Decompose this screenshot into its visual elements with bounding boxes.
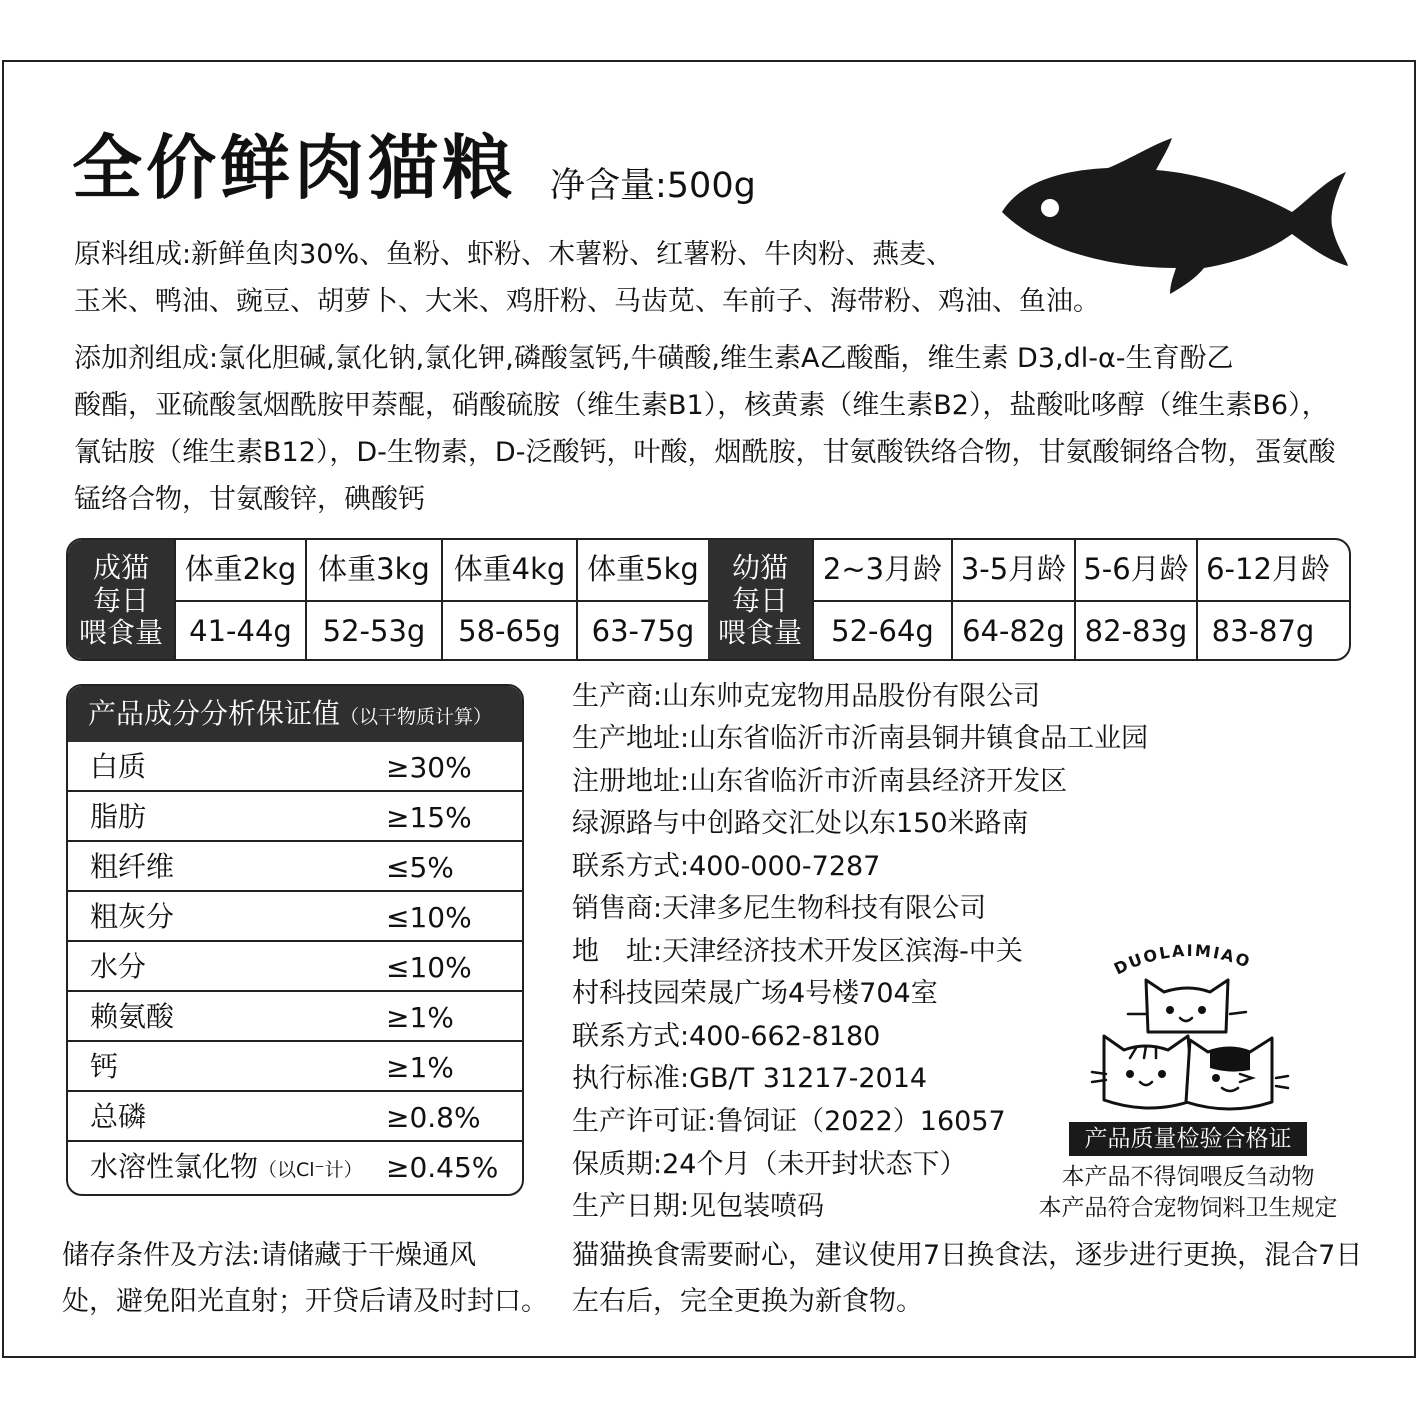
adult-header: 体重4kg (453, 552, 566, 586)
adult-header: 体重2kg (184, 552, 297, 586)
info-line: 生产日期:见包装喷码 (572, 1191, 825, 1222)
info-line: 生产许可证:鲁饲证（2022）16057 (572, 1106, 1006, 1137)
analysis-row-value: ≥1% (386, 1001, 454, 1034)
adult-value: 41-44g (189, 614, 292, 648)
divider (812, 600, 1351, 602)
kitten-value: 52-64g (831, 614, 934, 648)
kitten-label-1: 幼猫 (731, 551, 788, 584)
analysis-row (68, 892, 522, 942)
analysis-row-name: 脂肪 (90, 800, 147, 833)
analysis-row-name: 白质 (90, 750, 147, 783)
analysis-row-value: ≤10% (386, 901, 472, 934)
info-line: 联系方式:400-000-7287 (572, 851, 881, 882)
adult-label-3: 喂食量 (78, 616, 163, 649)
info-line: 保质期:24个月（未开封状态下） (572, 1149, 967, 1180)
change-food-line: 左右后，完全更换为新食物。 (572, 1286, 923, 1317)
analysis-row-name (90, 1150, 363, 1187)
analysis-row-name: 粗灰分 (90, 900, 175, 933)
kitten-label-block (708, 540, 812, 659)
analysis-row-value: ≥0.45% (386, 1151, 499, 1184)
adult-label-2: 每日 (92, 584, 149, 617)
info-line: 联系方式:400-662-8180 (572, 1021, 881, 1052)
info-line: 注册地址:山东省临沂市沂南县经济开发区 (572, 766, 1068, 797)
analysis-row-value: ≥1% (386, 1051, 454, 1084)
adult-label-1: 成猫 (92, 551, 149, 584)
adult-value: 63-75g (591, 614, 695, 648)
svg-text:DUOLAIMIAO (1111, 941, 1254, 979)
info-line: 地 址:天津经济技术开发区滨海-中关 (572, 936, 1023, 967)
quality-badge: 产品质量检验合格证 (1069, 1122, 1307, 1156)
analysis-row (68, 842, 522, 892)
kitten-header: 3-5月龄 (960, 552, 1067, 586)
storage-line: 储存条件及方法:请储藏于干燥通风 (62, 1240, 477, 1271)
analysis-row (68, 1092, 522, 1142)
additives-line-2: 酸酯，亚硫酸氢烟酰胺甲萘醌，硝酸硫胺（维生素B1），核黄素（维生素B2），盐酸吡哆醇（维生素B6）， (74, 390, 1329, 421)
info-line: 村科技园荣晟广场4号楼704室 (572, 978, 938, 1009)
analysis-title: 产品成分分析保证值 (88, 697, 341, 730)
adult-header: 体重3kg (318, 552, 430, 586)
adult-value: 58-65g (458, 614, 561, 648)
info-line: 绿源路与中创路交汇处以东150米路南 (572, 808, 1029, 839)
analysis-row (68, 792, 522, 842)
product-title: 全价鲜肉猫粮 (72, 127, 516, 209)
kitten-header: 2~3月龄 (822, 552, 943, 586)
info-line: 销售商:天津多尼生物科技有限公司 (572, 893, 987, 924)
analysis-row-name: 粗纤维 (90, 850, 175, 883)
additives-line-1: 添加剂组成:氯化胆碱,氯化钠,氯化钾,磷酸氢钙,牛磺酸,维生素A乙酸酯，维生素 D3,dl-α-生育酚乙 (74, 343, 1234, 374)
kitten-value: 64-82g (962, 614, 1065, 648)
ingredients-line-2: 玉米、鸭油、豌豆、胡萝卜、大米、鸡肝粉、马齿苋、车前子、海带粉、鸡油、鱼油。 (74, 286, 1100, 317)
analysis-row-name-text: 水溶性氯化物 (90, 1150, 259, 1183)
change-food-line: 猫猫换食需要耐心，建议使用7日换食法，逐步进行更换，混合7日 (572, 1240, 1363, 1271)
analysis-row-value: ≤5% (386, 851, 454, 884)
adult-value: 52-53g (322, 614, 426, 648)
analysis-row (68, 992, 522, 1042)
logo-text: DUOLAIMIAO (1110, 940, 1254, 979)
net-content: 净含量:500g (550, 166, 756, 206)
kitten-header: 6-12月龄 (1206, 552, 1330, 586)
kitten-label-3: 喂食量 (717, 616, 802, 649)
analysis-row (68, 1042, 522, 1092)
analysis-row-value: ≥15% (386, 801, 472, 834)
cats-logo-icon (1090, 940, 1290, 1130)
analysis-row-name: 赖氨酸 (90, 1000, 175, 1033)
ingredients-line-1: 原料组成:新鲜鱼肉30%、鱼粉、虾粉、木薯粉、红薯粉、牛肉粉、燕麦、 (74, 239, 954, 270)
kitten-label-2: 每日 (731, 584, 788, 617)
analysis-row (68, 742, 522, 792)
adult-header: 体重5kg (587, 552, 699, 586)
analysis-row-name: 水分 (90, 950, 147, 983)
info-line: 生产地址:山东省临沂市沂南县铜井镇食品工业园 (572, 723, 1149, 754)
analysis-table (66, 684, 524, 1196)
analysis-title-note: （以干物质计算） (340, 706, 493, 728)
notice-line: 本产品不得饲喂反刍动物 (1061, 1164, 1315, 1190)
storage-line: 处，避免阳光直射；开贷后请及时封口。 (62, 1286, 548, 1317)
analysis-header (68, 686, 522, 742)
analysis-row-value: ≤10% (386, 951, 472, 984)
kitten-value: 83-87g (1211, 614, 1315, 648)
fish-icon (1000, 134, 1352, 294)
notice-line: 本产品符合宠物饲料卫生规定 (1038, 1195, 1338, 1221)
analysis-row-name: 总磷 (90, 1100, 147, 1133)
analysis-row-name: 钙 (90, 1050, 119, 1083)
adult-label-block (68, 540, 174, 659)
feeding-table (66, 538, 1351, 661)
additives-line-3: 氰钴胺（维生素B12），D-生物素，D-泛酸钙，叶酸，烟酰胺，甘氨酸铁络合物，甘氨酸铜络合物，蛋氨酸 (74, 437, 1336, 468)
additives-line-4: 锰络合物，甘氨酸锌，碘酸钙 (74, 484, 425, 515)
analysis-row-value: ≥30% (386, 751, 472, 784)
kitten-value: 82-83g (1084, 614, 1188, 648)
analysis-row (68, 942, 522, 992)
info-line: 执行标准:GB/T 31217-2014 (572, 1063, 928, 1094)
info-line: 生产商:山东帅克宠物用品股份有限公司 (572, 681, 1041, 712)
analysis-row (68, 1142, 522, 1192)
analysis-row-note: （以Cl⁻计） (258, 1159, 363, 1181)
analysis-row-value: ≥0.8% (386, 1101, 481, 1134)
kitten-header: 5-6月龄 (1083, 552, 1189, 586)
